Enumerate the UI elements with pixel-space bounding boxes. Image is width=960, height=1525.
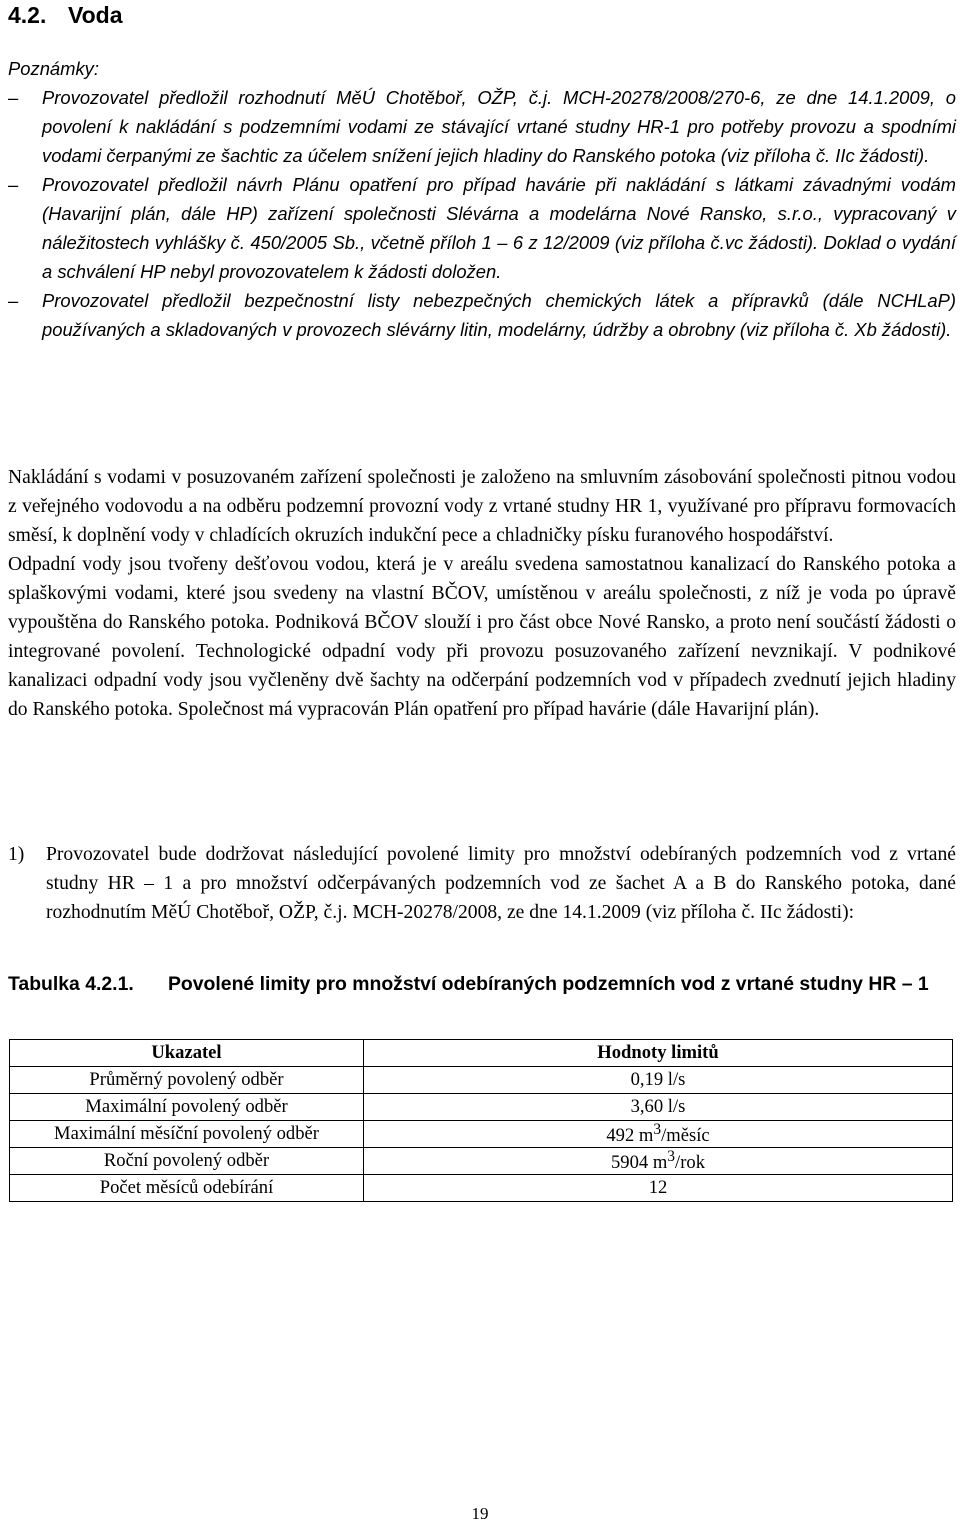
table-row bbox=[10, 1094, 953, 1121]
dash-bullet: – bbox=[8, 87, 19, 108]
notes-title: Poznámky: bbox=[8, 58, 99, 79]
row-value bbox=[364, 1094, 953, 1121]
row-label: Maximální měsíční povolený odběr bbox=[10, 1121, 364, 1148]
row-value bbox=[364, 1121, 953, 1148]
requirement-text: Provozovatel bude dodržovat následující povolené limity pro množství odebíraných podzemních vod z vrtané studny HR – 1 a pro množství odčerpávaných podzemních vod ze šachet A a B do Ranského potoka, dané rozhodnutím MěÚ Chotěboř, OŽP, č.j. MCH-20278/2008, ze dne 14.1.2009 (viz příloha č. IIc žádosti): bbox=[46, 844, 956, 923]
requirement-marker: 1) bbox=[8, 844, 25, 865]
value-text: 3,60 l/s bbox=[630, 1096, 686, 1117]
row-value bbox=[364, 1175, 953, 1202]
dash-bullet: – bbox=[8, 290, 19, 311]
row-value bbox=[364, 1148, 953, 1175]
section-number: 4.2. bbox=[8, 2, 47, 28]
row-label: Roční povolený odběr bbox=[10, 1148, 364, 1175]
table-header-row bbox=[10, 1040, 953, 1067]
note-text: Provozovatel předložil bezpečnostní listy nebezpečných chemických látek a přípravků (dále NCHLaP) používaných a skladovaných v provozech slévárny litin, modelárny, údržby a obrobny (viz příloha č. Xb žádosti). bbox=[42, 290, 956, 340]
value-text: 492 m bbox=[606, 1125, 654, 1147]
table-caption bbox=[8, 970, 956, 999]
table-row bbox=[10, 1148, 953, 1175]
value-unit: /měsíc bbox=[661, 1125, 710, 1147]
requirement-item bbox=[8, 840, 956, 927]
notes-block bbox=[8, 54, 956, 344]
dash-bullet: – bbox=[8, 174, 19, 195]
table-row bbox=[10, 1175, 953, 1202]
body-text bbox=[8, 463, 956, 724]
note-item bbox=[8, 170, 956, 286]
value-superscript: 3 bbox=[667, 1148, 676, 1166]
note-text: Provozovatel předložil návrh Plánu opatření pro případ havárie při nakládání s látkami závadnými vodám (Havarijní plán, dále HP) zařízení společnosti Slévárna a modelárna Nové Ransko, s.r.o., vypracovaný v náležitostech vyhlášky č. 450/2005 Sb., včetně příloh 1 – 6 z 12/2009 (viz příloha č.vc žádosti). Doklad o vydání a schválení HP nebyl provozovatelem k žádosti doložen. bbox=[42, 174, 956, 282]
body-paragraph: Nakládání s vodami v posuzovaném zařízení společnosti je založeno na smluvním zásobování společnosti pitnou vodou z veřejného vodovodu a na odběru podzemní provozní vody z vrtané studny HR 1, využívané pro přípravu formovacích směsí, k doplnění vody v chladících okruzích indukční pece a chladničky písku furanového hospodářství. bbox=[8, 467, 956, 546]
section-title: Voda bbox=[68, 2, 123, 28]
column-header-indicator: Ukazatel bbox=[10, 1040, 364, 1067]
column-header-limit-values: Hodnoty limitů bbox=[364, 1040, 953, 1067]
notes-list bbox=[8, 83, 956, 344]
body-paragraph: Odpadní vody jsou tvořeny dešťovou vodou, která je v areálu svedena samostatnou kanalizací do Ranského potoka a splaškovými vodami, které jsou svedeny na vlastní BČOV, umístěnou v areálu společnosti, z níž je voda po úpravě vypouštěna do Ranského potoka. Podniková BČOV slouží i pro část obce Nové Ransko, a proto není součástí žádosti o integrované povolení. Technologické odpadní vody při provozu posuzovaného zařízení nevznikají. V podnikové kanalizaci odpadní vody jsou vyčleněny dvě šachty na odčerpání podzemních vod v případech zvednutí jejich hladiny do Ranského potoka. Společnost má vypracován Plán opatření pro případ havárie (dále Havarijní plán). bbox=[8, 554, 956, 720]
table-caption-text: Povolené limity pro množství odebíraných podzemních vod z vrtané studny HR – 1 bbox=[168, 973, 929, 995]
value-text: 0,19 l/s bbox=[630, 1069, 686, 1090]
row-label: Počet měsíců odebírání bbox=[10, 1175, 364, 1202]
note-text: Provozovatel předložil rozhodnutí MěÚ Chotěboř, OŽP, č.j. MCH-20278/2008/270-6, ze dne 14.1.2009, o povolení k nakládání s podzemními vodami ze stávající vrtané studny HR-1 pro potřeby provozu a spodními vodami čerpanými ze šachtic za účelem snížení jejich hladiny do Ranského potoka (viz příloha č. IIc žádosti). bbox=[42, 87, 956, 166]
note-item bbox=[8, 286, 956, 344]
table-caption-number: Tabulka 4.2.1. bbox=[8, 973, 134, 995]
value-text: 12 bbox=[648, 1177, 668, 1199]
value-text: 5904 m bbox=[610, 1152, 668, 1174]
note-item bbox=[8, 83, 956, 170]
value-unit: /rok bbox=[675, 1152, 705, 1174]
section-heading bbox=[8, 0, 123, 30]
row-label: Maximální povolený odběr bbox=[10, 1094, 364, 1121]
limits-table bbox=[9, 1039, 953, 1202]
table-row bbox=[10, 1121, 953, 1148]
page-number: 19 bbox=[471, 1504, 489, 1523]
value-superscript: 3 bbox=[653, 1121, 662, 1138]
row-label: Průměrný povolený odběr bbox=[10, 1067, 364, 1094]
row-value bbox=[364, 1067, 953, 1094]
table-row bbox=[10, 1067, 953, 1094]
